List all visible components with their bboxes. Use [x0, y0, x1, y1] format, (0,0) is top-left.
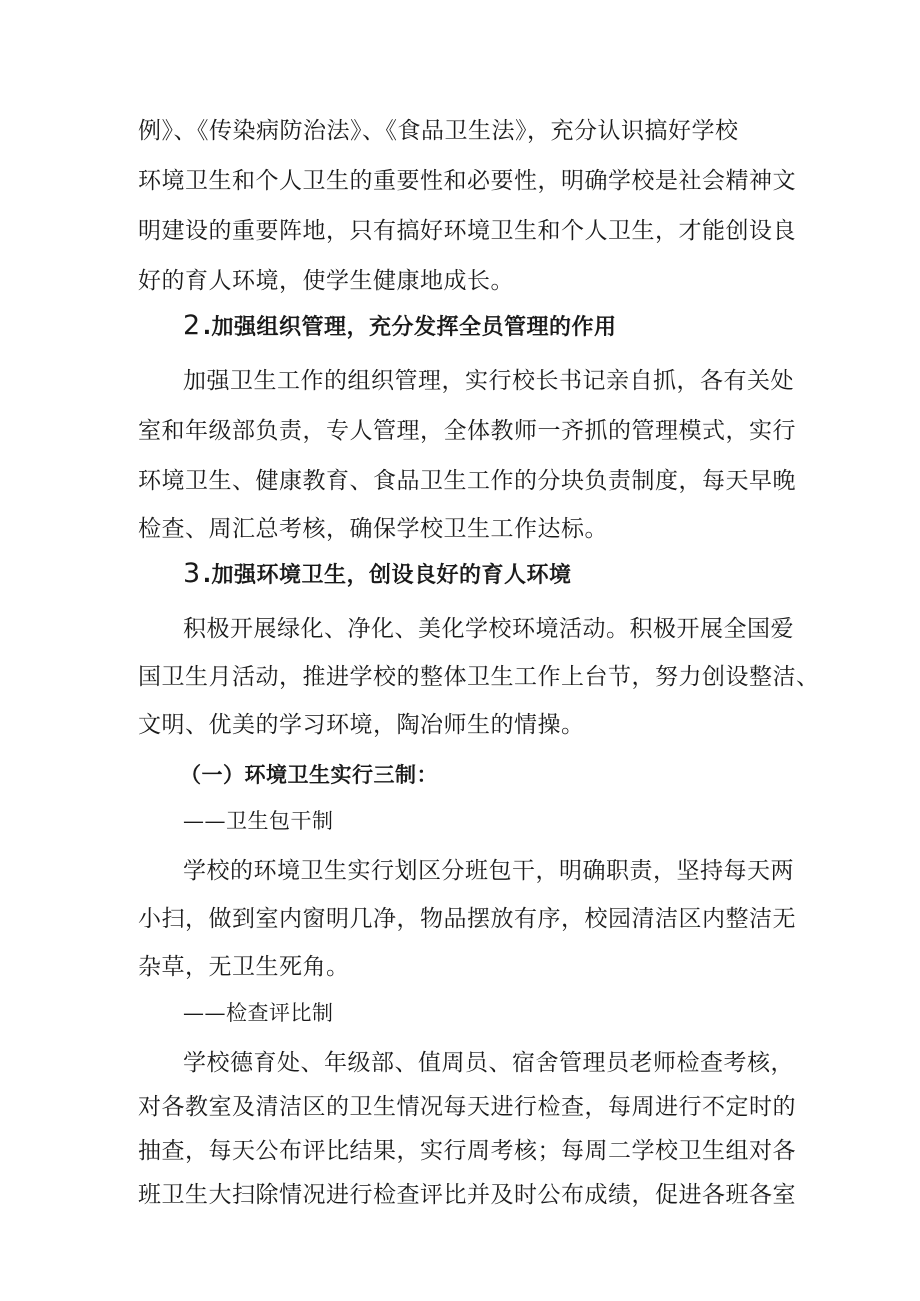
paragraph-line: 抽查，每天公布评比结果，实行周考核；每周二学校卫生组对各	[138, 1138, 796, 1164]
section-number: 3	[183, 558, 201, 589]
paragraph-line: 班卫生大扫除情况进行检查评比并及时公布成绩，促进各班各室	[138, 1182, 796, 1208]
paragraph-line: 小扫，做到室内窗明几净，物品摆放有序，校园清洁区内整洁无	[138, 906, 796, 932]
paragraph-line: 环境卫生、健康教育、食品卫生工作的分块负责制度，每天早晚	[138, 468, 796, 494]
paragraph-line: 杂草，无卫生死角。	[138, 954, 350, 980]
list-item: ——检查评比制	[183, 1001, 334, 1025]
paragraph-line: 加强卫生工作的组织管理，实行校长书记亲自抓，各有关处	[183, 368, 794, 394]
list-item: ——卫生包干制	[183, 809, 334, 833]
paragraph-line: 文明、优美的学习环境，陶冶师生的情操。	[138, 712, 585, 738]
paragraph-line: 室和年级部负责，专人管理，全体教师一齐抓的管理模式，实行	[138, 418, 796, 444]
paragraph-line: 对各教室及清洁区的卫生情况每天进行检查，每周进行不定时的	[138, 1094, 796, 1120]
paragraph-line: 学校德育处、年级部、值周员、宿舍管理员老师检查考核，	[183, 1050, 794, 1076]
paragraph-line: 国卫生月活动，推进学校的整体卫生工作上台节，努力创设整洁、	[138, 664, 820, 690]
section-title: .加强环境卫生，创设良好的育人环境	[202, 563, 572, 588]
section-title: .加强组织管理，充分发挥全员管理的作用	[202, 315, 617, 340]
paragraph-line: 例》、《传染病防治法》、《食品卫生法》，充分认识搞好学校	[138, 118, 739, 144]
section-number: 2	[183, 310, 201, 341]
section-heading-3	[183, 559, 572, 591]
paragraph-line: 检查、周汇总考核，确保学校卫生工作达标。	[138, 516, 608, 542]
paragraph-line: 好的育人环境，使学生健康地成长。	[138, 268, 514, 294]
paragraph-line: 积极开展绿化、净化、美化学校环境活动。积极开展全国爱	[183, 616, 794, 642]
subheading: （一）环境卫生实行三制：	[180, 763, 438, 787]
paragraph-line: 环境卫生和个人卫生的重要性和必要性，明确学校是社会精神文	[138, 168, 796, 194]
paragraph-line: 学校的环境卫生实行划区分班包干，明确职责，坚持每天两	[183, 858, 794, 884]
section-heading-2	[183, 311, 617, 343]
paragraph-line: 明建设的重要阵地，只有搞好环境卫生和个人卫生，才能创设良	[138, 218, 796, 244]
